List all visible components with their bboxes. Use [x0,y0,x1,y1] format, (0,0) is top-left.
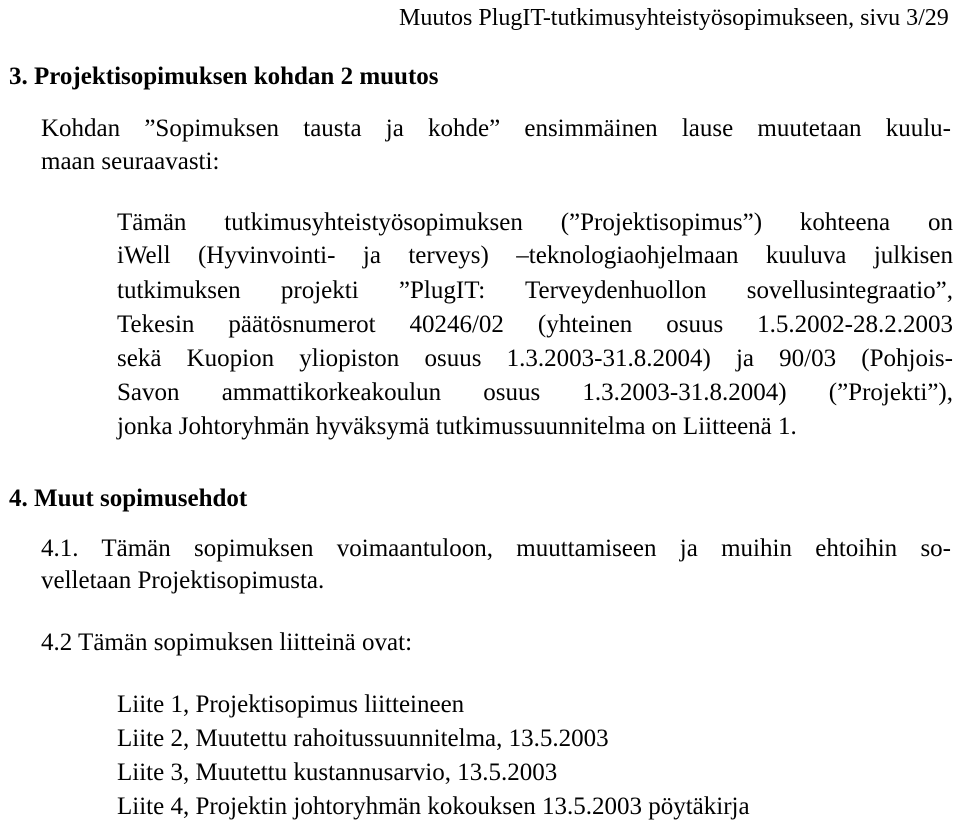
paragraph-4-2: 4.2 Tämän sopimuksen liitteinä ovat: [41,629,413,656]
running-header: Muutos PlugIT-tutkimusyhteistyösopimukseen, sivu 3/29 [399,5,949,31]
quote-line-7: jonka Johtoryhmän hyväksymä tutkimussuunnitelma on Liitteenä 1. [117,413,797,440]
quote-line-4: Tekesin päätösnumerot 40246/02 (yhteinen osuus 1.5.2002-28.2.2003 [117,311,953,338]
quote-line-1: Tämän tutkimusyhteistyösopimuksen (”Projektisopimus”) kohteena on [117,209,953,236]
quote-line-6: Savon ammattikorkeakoulun osuus 1.3.2003-31.8.2004) (”Projekti”), [117,379,953,406]
paragraph-4-1-line-1: 4.1. Tämän sopimuksen voimaantuloon, muuttamiseen ja muihin ehtoihin so- [41,535,951,562]
paragraph-4-1-line-2: velletaan Projektisopimusta. [41,567,325,594]
section-3-intro-line-2: maan seuraavasti: [41,148,220,175]
attachment-item: Liite 1, Projektisopimus liitteineen [117,691,465,718]
section-4-heading: 4. Muut sopimusehdot [9,485,248,512]
quote-line-2: iWell (Hyvinvointi- ja terveys) –teknologiaohjelmaan kuuluva julkisen [117,242,953,269]
quote-line-3: tutkimuksen projekti ”PlugIT: Terveydenhuollon sovellusintegraatio”, [117,277,953,304]
attachment-item: Liite 2, Muutettu rahoitussuunnitelma, 13.5.2003 [117,725,609,752]
section-3-intro-line-1: Kohdan ”Sopimuksen tausta ja kohde” ensimmäinen lause muutetaan kuulu- [41,115,951,142]
attachment-item: Liite 4, Projektin johtoryhmän kokouksen 13.5.2003 pöytäkirja [117,793,750,820]
quote-line-5: sekä Kuopion yliopiston osuus 1.3.2003-31.8.2004) ja 90/03 (Pohjois- [117,345,953,372]
section-3-heading: 3. Projektisopimuksen kohdan 2 muutos [9,63,439,90]
attachment-item: Liite 3, Muutettu kustannusarvio, 13.5.2003 [117,759,558,786]
